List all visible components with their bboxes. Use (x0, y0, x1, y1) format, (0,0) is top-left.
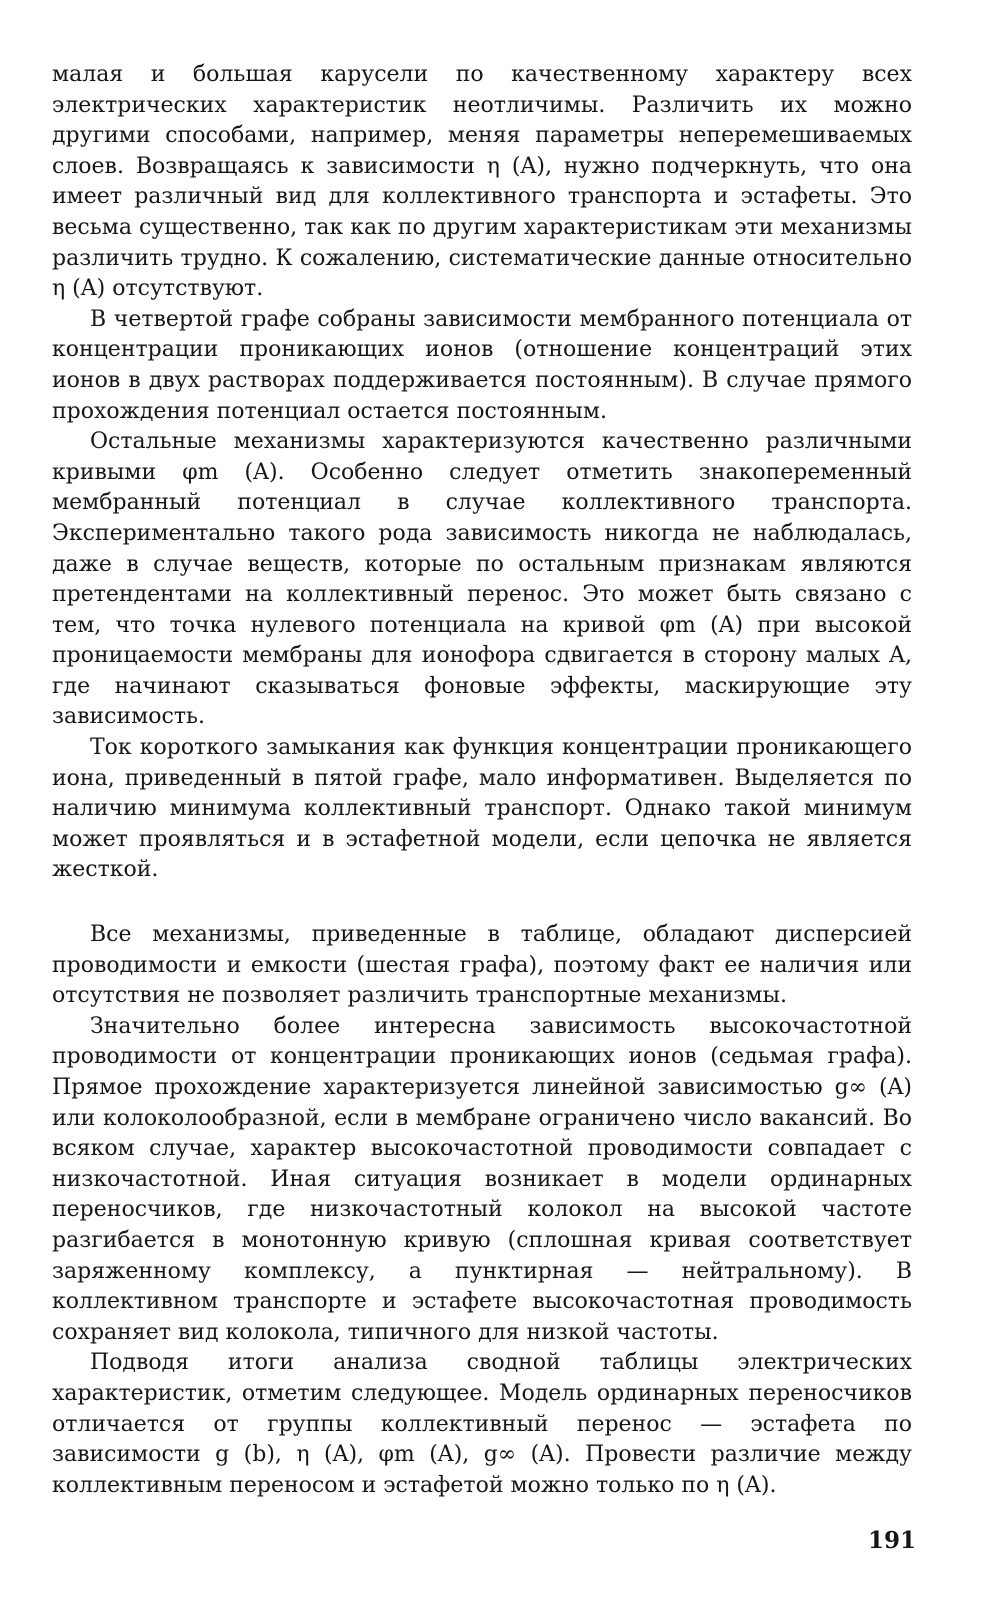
paragraph-3: Остальные механизмы характеризуются качественно различными кривыми φm (A). Особенно следует отметить знакопеременный мембранный потенциал в случае коллективного транспорта. Экспериментально такого рода зависимость никогда не наблюдалась, даже в случае веществ, которые по остальным признакам являются претендентами на коллективный перенос. Это может быть связано с тем, что точка нулевого потенциала на кривой φm (A) при высокой проницаемости мембраны для ионофора сдвигается в сторону малых A, где начинают сказываться фоновые эффекты, маскирующие эту зависимость. (52, 429, 912, 730)
paragraph-1: малая и большая карусели по качественному характеру всех электрических характеристик неотличимы. Различить их можно другими способами, например, меняя параметры неперемешиваемых слоев. Возвращаясь к зависимости η (A), нужно подчеркнуть, что она имеет различный вид для коллективного транспорта и эстафеты. Это весьма существенно, так как по другим характеристикам эти механизмы различить трудно. К сожалению, систематические данные относительно η (A) отсутствуют. (52, 62, 912, 302)
paragraph-5: Все механизмы, приведенные в таблице, обладают дисперсией проводимости и емкости (шестая графа), поэтому факт ее наличия или отсутствия не позволяет различить транспортные механизмы. (52, 922, 912, 1009)
paragraph-4: Ток короткого замыкания как функция концентрации проникающего иона, приведенный в пятой графе, мало информативен. Выделяется по наличию минимума коллективный транспорт. Однако такой минимум может проявляться и в эстафетной модели, если цепочка не является жесткой. (52, 735, 912, 883)
page-number: 191 (867, 1527, 916, 1554)
paragraph-6: Значительно более интересна зависимость высокочастотной проводимости от концентрации проникающих ионов (седьмая графа). Прямое прохождение характеризуется линейной зависимостью g∞ (A) или колоколообразной, если в мембране ограничено число вакансий. Во всяком случае, характер высокочастотной проводимости совпадает с низкочастотной. Иная ситуация возникает в модели ординарных переносчиков, где низкочастотный колокол на высокой частоте разгибается в монотонную кривую (сплошная кривая соответствует заряженному комплексу, а пунктирная — нейтральному). В коллективном транспорте и эстафете высокочастотная проводимость сохраняет вид колокола, типичного для низкой частоты. (52, 1013, 912, 1345)
paragraph-2: В четвертой графе собраны зависимости мембранного потенциала от концентрации проникающих ионов (отношение концентраций этих ионов в двух растворах поддерживается постоянным). В случае прямого прохождения потенциал остается постоянным. (52, 306, 912, 424)
paragraph-7: Подводя итоги анализа сводной таблицы электрических характеристик, отметим следующее. Модель ординарных переносчиков отличается от группы коллективный перенос — эстафета по зависимости g (b), η (A), φm (A), g∞ (A). Провести различие между коллективным переносом и эстафетой можно только по η (A). (52, 1350, 912, 1498)
page-body (52, 60, 912, 1501)
